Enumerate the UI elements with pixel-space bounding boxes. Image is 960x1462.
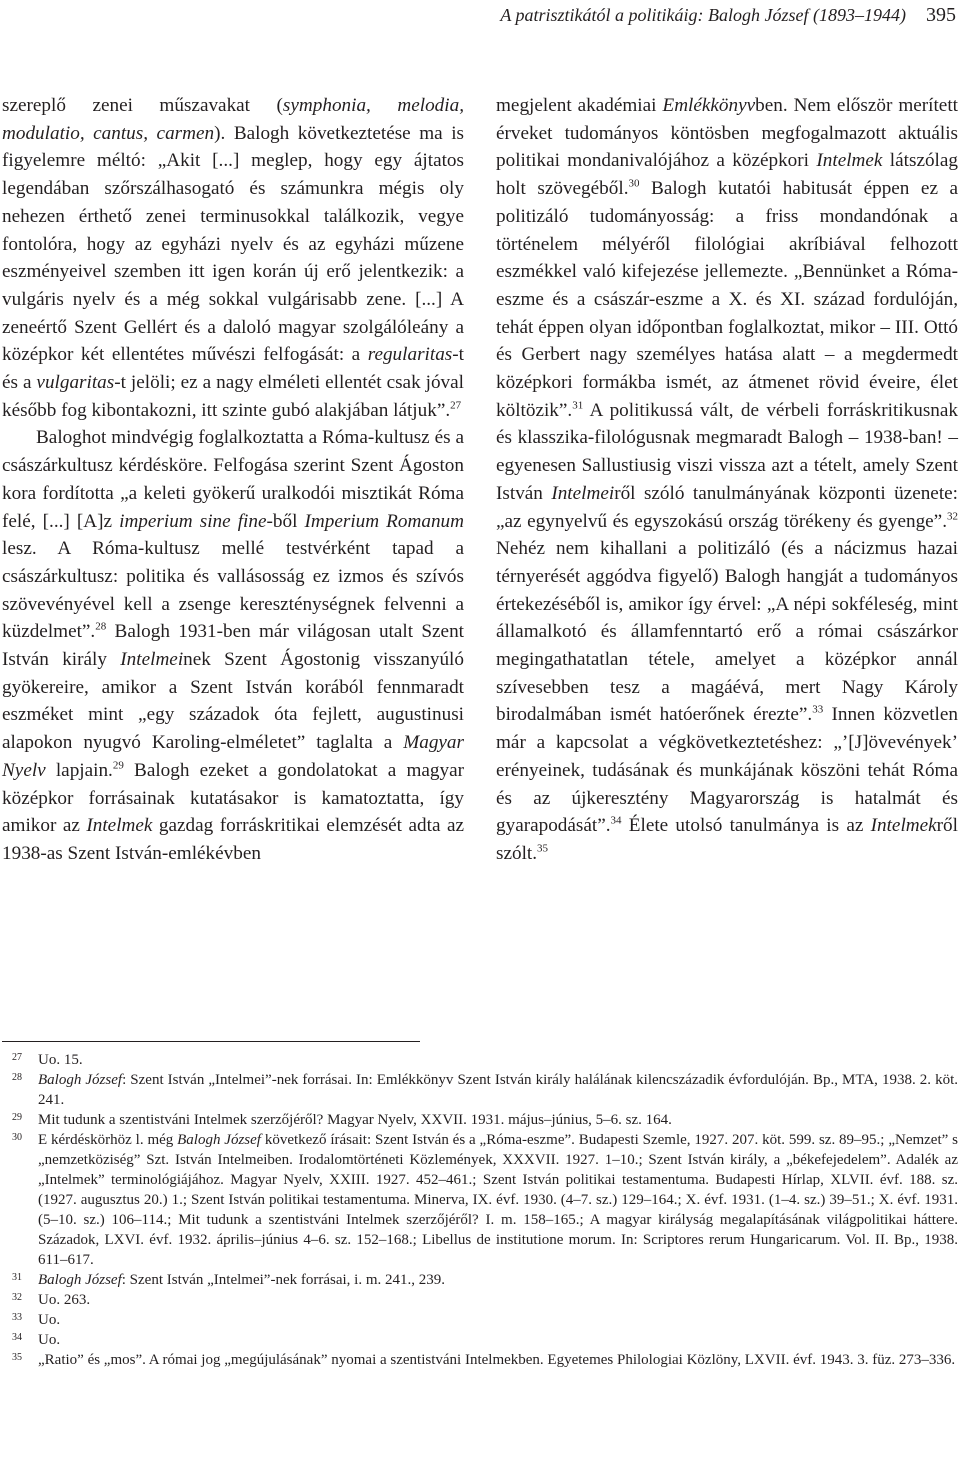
footnote-number: 31 (12, 1272, 22, 1283)
footnote-ref[interactable]: 31 (572, 399, 584, 412)
footnote-30: 30 E kérdéskörhöz l. még Balogh József következő írásait: Szent István és a „Róma-eszme”. Budapesti Szemle, 1927. 207. köt. 599. sz. 89–95.; „Nemzet” s „nemzetköziség” Szt. István Intelmeiben. Irodalomtörténeti Közlemények, XXXVII. 1927. 1–10.; Szent István király, a „békefejedelem”. Adalék az „Intelmek” terminológiájához. Magyar Nyelv, XXIII. 1927. 452–461.; Szent István politikai testamentuma. Budapesti Hírlap, XLVII. évf. 188. sz. (1927. augusztus 20.) 1.; Szent István politikai testamentuma. Minerva, IX. évf. 1930. (4–7. sz.) 129–164.; X. évf. 1931. (1–4. sz.) 39–51.; X. évf. 1931. (5–10. sz.) 106–114.; Mit tudunk a szentistváni Intelmek szerzőjéről? I. m. 158–165.; A magyar királyság megalapításának világpolitikai háttere. Századok, LXVI. évf. 1932. április–június 4–6. sz. 152–168.; Libellus de institutione morum. In: Scriptores rerum Hungaricarum. Vol. II. Bp., 1938. 611–617. (2, 1130, 958, 1270)
footnote-ref[interactable]: 33 (812, 704, 824, 717)
footnote-number: 34 (12, 1332, 22, 1343)
footnote-ref[interactable]: 32 (947, 510, 958, 523)
footnote-number: 28 (12, 1072, 22, 1083)
footnote-35: 35 „Ratio” és „mos”. A római jog „megújulásának” nyomai a szentistváni Intelmekben. Egyetemes Philologiai Közlöny, LXVII. évf. 1943. 3. füz. 273–336. (2, 1350, 958, 1370)
footnote-divider (2, 1041, 420, 1042)
footnotes (2, 1050, 958, 1370)
footnote-ref[interactable]: 27 (450, 399, 462, 412)
running-head (0, 2, 956, 28)
footnote-28: 28 Balogh József: Szent István „Intelmei”-nek forrásai. In: Emlékkönyv Szent István király halálának kilencszázadik évfordulóján. Bp., MTA, 1938. 2. köt. 241. (2, 1070, 958, 1110)
footnote-number: 30 (12, 1132, 22, 1143)
footnote-27: 27 Uo. 15. (2, 1050, 958, 1070)
paragraph: megjelent akadémiai Emlékkönyvben. Nem először merített érveket tudományos köntösben megfogalmazott aktuális politikai mondanivalójához a középkori Intelmek látszólag holt szövegéből.$^{30}$ Balogh kutatói habitusát éppen ez a politizáló tudományosság: a friss mondandónak a történelem mélyéről filológiai akríbiával felhozott eszmékkel való kifejezése jellemezte. „Bennünket a Róma-eszme és a császár-eszme a X. és XI. század fordulóján, tehát éppen olyan időpontban foglalkoztat, mikor – III. Ottó és Gerbert nagy személyes hatása alatt – a megdermedt középkori formákba ismét, az átmenet rövid éveire, élet költözik”.$^{31}$ A politikussá vált, de vérbeli forráskritikusnak és klasszika-filológusnak megmaradt Balogh – 1938-ban! – egyenesen Sallustiusig viszi vissza azt a tételt, amely Szent István Intelmeiről szóló tanulmányának központi üzenete: „az egynyelvű és egyszokású ország törékeny és gyenge”.$^{32}$ Nehéz nem kihallani a politizáló (és a nácizmus hazai térnyerését aggódva figyelő) Balogh hangját a tudományos értekezéséből is, amikor így érvel: „A népi sokféleség, mint államalkotó és államfenntartó erő a római császárkor megingathatatlan tétele, amelyet a középkor annál szívesebben tesz a magáévá, mert Nagy Károly birodalmában ismét hatóerőnek érezte”.$^{33}$ Innen közvetlen már a kapcsolat a végkövetkeztetéshez: „’[J]övevények’ erényeinek, tudásának és munkájának köszöni tehát Róma és az újkeresztény Magyarország is hatalmát és gyarapodását”.$^{34}$ Élete utolsó tanulmánya is az Intelmekről szólt.$^{35}$ (496, 95, 959, 864)
page-number: 395 (926, 3, 956, 26)
footnote-number: 29 (12, 1112, 22, 1123)
paragraph: szereplő zenei műszavakat (symphonia, melodia, modulatio, cantus, carmen). Balogh következtetése ma is figyelemre méltó: „Akit [...] meglep, hogy egy ájtatos legendában szőrszálhasogató és számunkra mégis oly nehezen érthető zenei terminusokkal találkozik, vegye fontolóra, hogy az egyházi nyelv és az egyházi műzene eszményeivel szemben itt igen korán új erő jelentkezik: a vulgáris nyelv és a még sokkal vulgárisabb zene. [...] A zeneértő Szent Gellért és a daloló magyar szolgálóleány a középkor két ellentétes művészi felfogását: a regularitas-t és a vulgaritas-t jelöli; ez a nagy elméleti ellentét csak jóval később fog kibontakozni, itt szinte gubó alakjában látjuk”.$^{27}$ (2, 95, 464, 421)
footnote-29: 29 Mit tudunk a szentistváni Intelmek szerzőjéről? Magyar Nyelv, XXVII. 1931. május–június, 5–6. sz. 164. (2, 1110, 958, 1130)
running-title: A patrisztikától a politikáig: Balogh József (1893–1944) (500, 4, 906, 25)
footnote-ref[interactable]: 30 (628, 177, 640, 190)
footnote-ref[interactable]: 35 (537, 842, 549, 855)
footnote-34: 34 Uo. (2, 1330, 958, 1350)
footnote-33: 33 Uo. (2, 1310, 958, 1330)
footnote-number: 35 (12, 1352, 22, 1363)
body-column-left (2, 92, 464, 868)
footnote-ref[interactable]: 29 (112, 759, 124, 772)
footnote-number: 33 (12, 1312, 22, 1323)
footnote-ref[interactable]: 34 (610, 814, 622, 827)
footnote-number: 32 (12, 1292, 22, 1303)
body-column-right (496, 92, 958, 868)
footnote-ref[interactable]: 28 (95, 620, 107, 633)
footnote-number: 27 (12, 1052, 22, 1063)
footnote-31: 31 Balogh József: Szent István „Intelmei”-nek forrásai, i. m. 241., 239. (2, 1270, 958, 1290)
paragraph: Baloghot mindvégig foglalkoztatta a Róma-kultusz és a császárkultusz kérdésköre. Felfogása szerint Szent Ágoston kora fordította „a keleti gyökerű uralkodói misztikát Róma felé, [...] [A]z imperium sine fine-ből Imperium Romanum lesz. A Róma-kultusz mellé testvérként tapad a császárkultusz: politika és vallásosság ez izmos és szívós szövevényével kell a zsenge kereszténységnek felvenni a küzdelmet”.$^{28}$ Balogh 1931-ben már világosan utalt Szent István király Intelmeinek Szent Ágostonig visszanyúló gyökereire, amikor a Szent István korából fennmaradt eszméket mint „egy századok óta fejlett, augustinusi alapokon nyugvó Karoling-elméletet” taglalta a Magyar Nyelv lapjain.$^{29}$ Balogh ezeket a gondolatokat a magyar középkor forrásainak kutatásakor is kamatoztatta, így amikor az Intelmek gazdag forráskritikai elemzését adta az 1938-as Szent István-emlékévben (2, 427, 464, 864)
footnote-32: 32 Uo. 263. (2, 1290, 958, 1310)
